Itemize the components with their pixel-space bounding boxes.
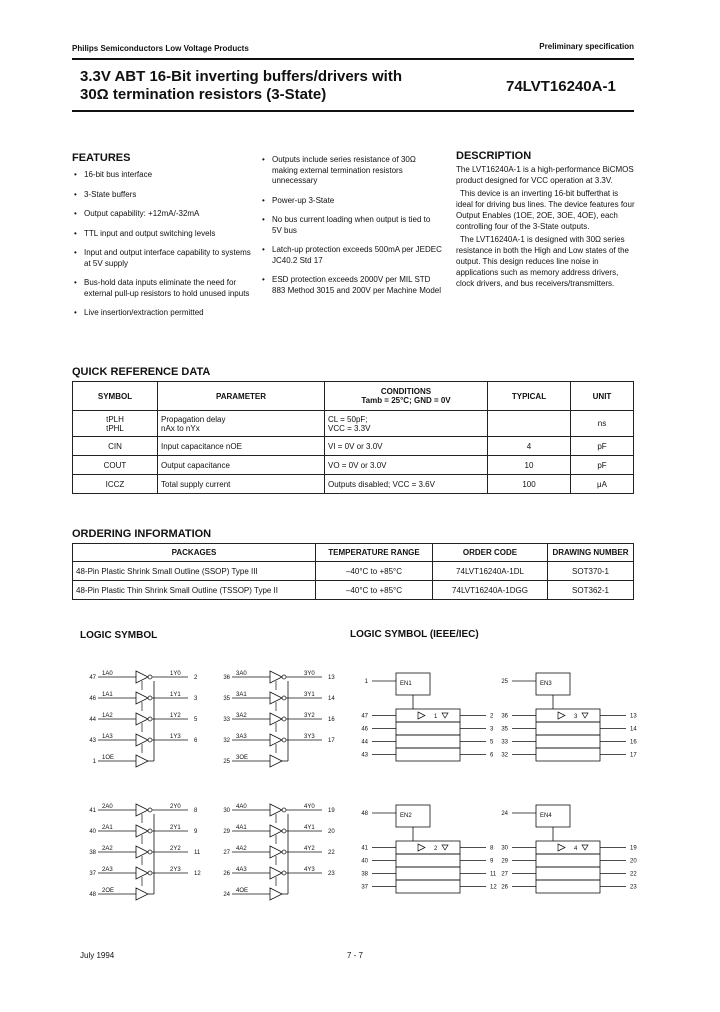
- pin-number: 3: [194, 696, 198, 702]
- pin-number: 19: [328, 808, 335, 814]
- header-company: Philips Semiconductors Low Voltage Products: [72, 44, 249, 53]
- quick-ref-header-row: [73, 382, 634, 411]
- pin-number: 2: [490, 713, 494, 720]
- pin-number: 33: [223, 717, 230, 723]
- description-p1: The LVT16240A-1 is a high-performance BiCMOS product designed for VCC operation at 3.3V.: [456, 165, 634, 185]
- pin-number: 8: [194, 808, 198, 814]
- pin-number: 11: [194, 850, 201, 856]
- buffer-cell: [536, 880, 600, 893]
- input-label: 1A2: [102, 713, 113, 719]
- footer-page: 7 - 7: [347, 951, 364, 960]
- pin-number: 46: [89, 696, 96, 702]
- enable-ref-label: 2: [434, 846, 438, 852]
- buffer-cell: [396, 880, 460, 893]
- pin-number: 32: [223, 738, 230, 744]
- pin-number: 24: [501, 811, 508, 817]
- pin-number: 38: [361, 871, 368, 878]
- ordering-cell: SOT362-1: [548, 581, 634, 600]
- buffer-cell: [396, 735, 460, 748]
- ordering-header-row: [73, 544, 634, 562]
- feature-item: • No bus current loading when output is tied to 5V bus: [262, 215, 442, 236]
- header-rule: [72, 58, 634, 60]
- cell-parameter: Output capacitance: [158, 456, 325, 475]
- ordering-table: [72, 543, 634, 600]
- pin-number: 30: [501, 845, 508, 852]
- ordering-col: ORDER CODE: [433, 544, 548, 562]
- pin-number: 17: [328, 738, 335, 744]
- cell-typical: 4: [488, 437, 571, 456]
- pin-number: 30: [223, 808, 230, 814]
- part-number: 74LVT16240A-1: [506, 78, 616, 95]
- input-label: 4A3: [236, 867, 247, 873]
- ordering-cell: 48-Pin Plastic Shrink Small Outline (SSOP) Type III: [73, 562, 316, 581]
- col-symbol: SYMBOL: [73, 382, 158, 411]
- cell-symbol: tPLH tPHL: [73, 411, 158, 437]
- pin-number: 2: [194, 675, 198, 681]
- three-state-icon: [442, 713, 448, 718]
- output-label: 2Y2: [170, 846, 181, 852]
- pin-number: 41: [89, 808, 96, 814]
- pin-number: 43: [361, 752, 368, 759]
- pin-number: 22: [328, 850, 335, 856]
- pin-number: 24: [223, 892, 230, 898]
- buffer-cell: [396, 854, 460, 867]
- buffer-triangle: [558, 844, 565, 851]
- cell-typical: 100: [488, 475, 571, 494]
- output-label: 1Y3: [170, 734, 181, 740]
- pin-number: 25: [223, 759, 230, 765]
- input-label: 1A0: [102, 671, 113, 677]
- input-label: 3A3: [236, 734, 247, 740]
- three-state-icon: [582, 713, 588, 718]
- pin-number: 9: [490, 858, 494, 865]
- pin-number: 26: [223, 871, 230, 877]
- pin-number: 27: [223, 850, 230, 856]
- page-title: [80, 68, 440, 104]
- enable-ref-label: 4: [574, 846, 578, 852]
- quick-ref-heading: QUICK REFERENCE DATA: [72, 366, 211, 378]
- cell-conditions: VO = 0V or 3.0V: [325, 456, 488, 475]
- cell-conditions: VI = 0V or 3.0V: [325, 437, 488, 456]
- output-label: 3Y0: [304, 671, 315, 677]
- ieee-symbol-heading: LOGIC SYMBOL (IEEE/IEC): [350, 629, 479, 640]
- enable-label: 3OE: [236, 755, 249, 761]
- pin-number: 35: [501, 726, 508, 733]
- enable-buffer-triangle: [270, 755, 282, 767]
- buffer-cell: [536, 735, 600, 748]
- ordering-col: PACKAGES: [73, 544, 316, 562]
- output-label: 1Y1: [170, 692, 181, 698]
- enable-buffer-triangle: [136, 888, 148, 900]
- output-label: 2Y0: [170, 804, 181, 810]
- cell-symbol: COUT: [73, 456, 158, 475]
- input-label: 4A1: [236, 825, 247, 831]
- pin-number: 37: [89, 871, 96, 877]
- feature-item: • Input and output interface capability to systems at 5V supply: [74, 248, 254, 269]
- input-label: 1A1: [102, 692, 113, 698]
- description-heading: DESCRIPTION: [456, 150, 532, 162]
- cell-parameter: Propagation delay nAx to nYx: [158, 411, 325, 437]
- pin-number: 20: [630, 858, 637, 865]
- buffer-triangle: [418, 844, 425, 851]
- features-heading: FEATURES: [72, 152, 131, 164]
- pin-number: 16: [630, 739, 637, 746]
- description-body: [456, 164, 636, 289]
- pin-number: 5: [194, 717, 198, 723]
- conditions-subtitle: Tamb = 25°C; GND = 0V: [361, 396, 451, 405]
- pin-number: 8: [490, 845, 494, 852]
- output-label: 1Y0: [170, 671, 181, 677]
- ordering-cell: SOT370-1: [548, 562, 634, 581]
- pin-number: 26: [501, 884, 508, 891]
- pin-number: 29: [223, 829, 230, 835]
- pin-number: 44: [89, 717, 96, 723]
- conditions-title: CONDITIONS: [380, 387, 432, 396]
- cell-unit: pF: [571, 456, 634, 475]
- buffer-cell: [396, 841, 460, 854]
- pin-number: 41: [361, 845, 368, 852]
- ordering-cell: –40°C to +85°C: [316, 562, 433, 581]
- pin-number: 48: [89, 892, 96, 898]
- table-row: [73, 437, 634, 456]
- pin-number: 27: [501, 871, 508, 878]
- ordering-col: DRAWING NUMBER: [548, 544, 634, 562]
- pin-number: 6: [490, 752, 494, 759]
- table-row: [73, 562, 634, 581]
- enable-label: 1OE: [102, 755, 115, 761]
- cell-typical: 10: [488, 456, 571, 475]
- cell-typical: [488, 411, 571, 437]
- buffer-cell: [536, 841, 600, 854]
- output-label: 1Y2: [170, 713, 181, 719]
- description-p2: This device is an inverting 16-bit bufferthat is ideal for driving bus lines. The device features four Output Enables (1OE, 2OE, 3OE, 4OE), each controlling four of the 3-State outputs.: [456, 189, 635, 231]
- pin-number: 46: [361, 726, 368, 733]
- title-line-2: 30Ω termination resistors (3-State): [80, 86, 327, 103]
- col-typical: TYPICAL: [488, 382, 571, 411]
- description-p3: The LVT16240A-1 is designed with 30Ω series resistance in both the High and Low states of the output. This design reduces line noise in applications such as memory address drivers, clock drivers, and bus receivers/transmitters.: [456, 235, 629, 288]
- pin-number: 22: [630, 871, 637, 878]
- buffer-cell: [536, 854, 600, 867]
- output-label: 2Y3: [170, 867, 181, 873]
- output-label: 3Y1: [304, 692, 315, 698]
- pin-number: 47: [89, 675, 96, 681]
- pin-number: 20: [328, 829, 335, 835]
- pin-number: 13: [328, 675, 335, 681]
- pin-number: 11: [490, 871, 497, 878]
- pin-number: 38: [89, 850, 96, 856]
- pin-number: 48: [361, 811, 368, 817]
- ieee-symbol-diagram: [350, 645, 640, 915]
- buffer-cell: [536, 867, 600, 880]
- buffer-triangle: [418, 712, 425, 719]
- pin-number: 19: [630, 845, 637, 852]
- enable-label: EN3: [540, 681, 552, 687]
- feature-item: • Latch-up protection exceeds 500mA per JEDEC JC40.2 Std 17: [262, 245, 442, 266]
- cell-conditions: Outputs disabled; VCC = 3.6V: [325, 475, 488, 494]
- quick-ref-table: [72, 381, 634, 494]
- table-row: [73, 475, 634, 494]
- col-unit: UNIT: [571, 382, 634, 411]
- three-state-icon: [442, 845, 448, 850]
- cell-symbol: CIN: [73, 437, 158, 456]
- feature-item: • ESD protection exceeds 2000V per MIL STD 883 Method 3015 and 200V per Machine Model: [262, 275, 442, 296]
- pin-number: 14: [328, 696, 335, 702]
- input-label: 3A2: [236, 713, 247, 719]
- cell-parameter: Input capacitance nOE: [158, 437, 325, 456]
- pin-number: 23: [328, 871, 335, 877]
- input-label: 4A2: [236, 846, 247, 852]
- cell-symbol: ICCZ: [73, 475, 158, 494]
- pin-number: 16: [328, 717, 335, 723]
- col-parameter: PARAMETER: [158, 382, 325, 411]
- header-status: Preliminary specification: [539, 42, 634, 51]
- pin-number: 36: [501, 713, 508, 720]
- cell-conditions: CL = 50pF; VCC = 3.3V: [325, 411, 488, 437]
- ordering-cell: –40°C to +85°C: [316, 581, 433, 600]
- logic-symbol-heading: LOGIC SYMBOL: [80, 630, 158, 641]
- pin-number: 47: [361, 713, 368, 720]
- pin-number: 33: [501, 739, 508, 746]
- ordering-cell: 74LVT16240A-1DGG: [433, 581, 548, 600]
- feature-item: • TTL input and output switching levels: [74, 229, 254, 240]
- pin-number: 14: [630, 726, 637, 733]
- cell-unit: ns: [571, 411, 634, 437]
- features-list-1: [74, 170, 254, 328]
- pin-number: 5: [490, 739, 494, 746]
- pin-number: 1: [364, 679, 368, 685]
- features-list-2: [262, 155, 442, 305]
- feature-item: • Live insertion/extraction permitted: [74, 308, 254, 319]
- buffer-cell: [396, 722, 460, 735]
- ordering-col: TEMPERATURE RANGE: [316, 544, 433, 562]
- enable-label: EN2: [400, 813, 412, 819]
- col-conditions: [325, 382, 488, 411]
- table-row: [73, 411, 634, 437]
- enable-label: 2OE: [102, 888, 115, 894]
- buffer-cell: [396, 709, 460, 722]
- feature-item: • Output capability: +12mA/-32mA: [74, 209, 254, 220]
- pin-number: 12: [490, 884, 497, 891]
- output-label: 4Y3: [304, 867, 315, 873]
- pin-number: 13: [630, 713, 637, 720]
- pin-number: 36: [223, 675, 230, 681]
- table-row: [73, 456, 634, 475]
- feature-item: • 16-bit bus interface: [74, 170, 254, 181]
- pin-number: 9: [194, 829, 198, 835]
- output-label: 4Y0: [304, 804, 315, 810]
- enable-label: 4OE: [236, 888, 249, 894]
- buffer-cell: [536, 722, 600, 735]
- input-label: 3A1: [236, 692, 247, 698]
- pin-number: 12: [194, 871, 201, 877]
- pin-number: 40: [89, 829, 96, 835]
- input-label: 2A1: [102, 825, 113, 831]
- output-label: 3Y2: [304, 713, 315, 719]
- pin-number: 35: [223, 696, 230, 702]
- pin-number: 23: [630, 884, 637, 891]
- feature-item: • 3-State buffers: [74, 190, 254, 201]
- enable-label: EN1: [400, 681, 412, 687]
- pin-number: 17: [630, 752, 637, 759]
- table-row: [73, 581, 634, 600]
- three-state-icon: [582, 845, 588, 850]
- pin-number: 43: [89, 738, 96, 744]
- pin-number: 44: [361, 739, 368, 746]
- input-label: 2A3: [102, 867, 113, 873]
- ordering-heading: ORDERING INFORMATION: [72, 528, 212, 540]
- cell-parameter: Total supply current: [158, 475, 325, 494]
- buffer-cell: [396, 867, 460, 880]
- input-label: 1A3: [102, 734, 113, 740]
- cell-unit: pF: [571, 437, 634, 456]
- buffer-cell: [396, 748, 460, 761]
- enable-ref-label: 3: [574, 714, 578, 720]
- buffer-cell: [536, 709, 600, 722]
- pin-number: 29: [501, 858, 508, 865]
- cell-unit: μA: [571, 475, 634, 494]
- output-label: 4Y2: [304, 846, 315, 852]
- ordering-cell: 48-Pin Plastic Thin Shrink Small Outline (TSSOP) Type II: [73, 581, 316, 600]
- enable-buffer-triangle: [270, 888, 282, 900]
- output-label: 3Y3: [304, 734, 315, 740]
- feature-item: • Outputs include series resistance of 30Ω making external termination resistors unnecessary: [262, 155, 442, 187]
- input-label: 2A2: [102, 846, 113, 852]
- enable-label: EN4: [540, 813, 552, 819]
- feature-item: • Bus-hold data inputs eliminate the need for external pull-up resistors to hold unused inputs: [74, 278, 254, 299]
- pin-number: 25: [501, 679, 508, 685]
- pin-number: 40: [361, 858, 368, 865]
- input-label: 3A0: [236, 671, 247, 677]
- logic-symbol-diagram: [70, 645, 350, 915]
- output-label: 4Y1: [304, 825, 315, 831]
- input-label: 2A0: [102, 804, 113, 810]
- pin-number: 32: [501, 752, 508, 759]
- output-label: 2Y1: [170, 825, 181, 831]
- buffer-triangle: [558, 712, 565, 719]
- enable-ref-label: 1: [434, 714, 438, 720]
- feature-item: • Power-up 3-State: [262, 196, 442, 207]
- title-rule: [72, 110, 634, 112]
- footer-date: July 1994: [80, 951, 115, 960]
- enable-buffer-triangle: [136, 755, 148, 767]
- pin-number: 37: [361, 884, 368, 891]
- title-line-1: 3.3V ABT 16-Bit inverting buffers/drivers with: [80, 68, 403, 85]
- pin-number: 6: [194, 738, 198, 744]
- pin-number: 3: [490, 726, 494, 733]
- pin-number: 1: [92, 759, 96, 765]
- input-label: 4A0: [236, 804, 247, 810]
- buffer-cell: [536, 748, 600, 761]
- ordering-cell: 74LVT16240A-1DL: [433, 562, 548, 581]
